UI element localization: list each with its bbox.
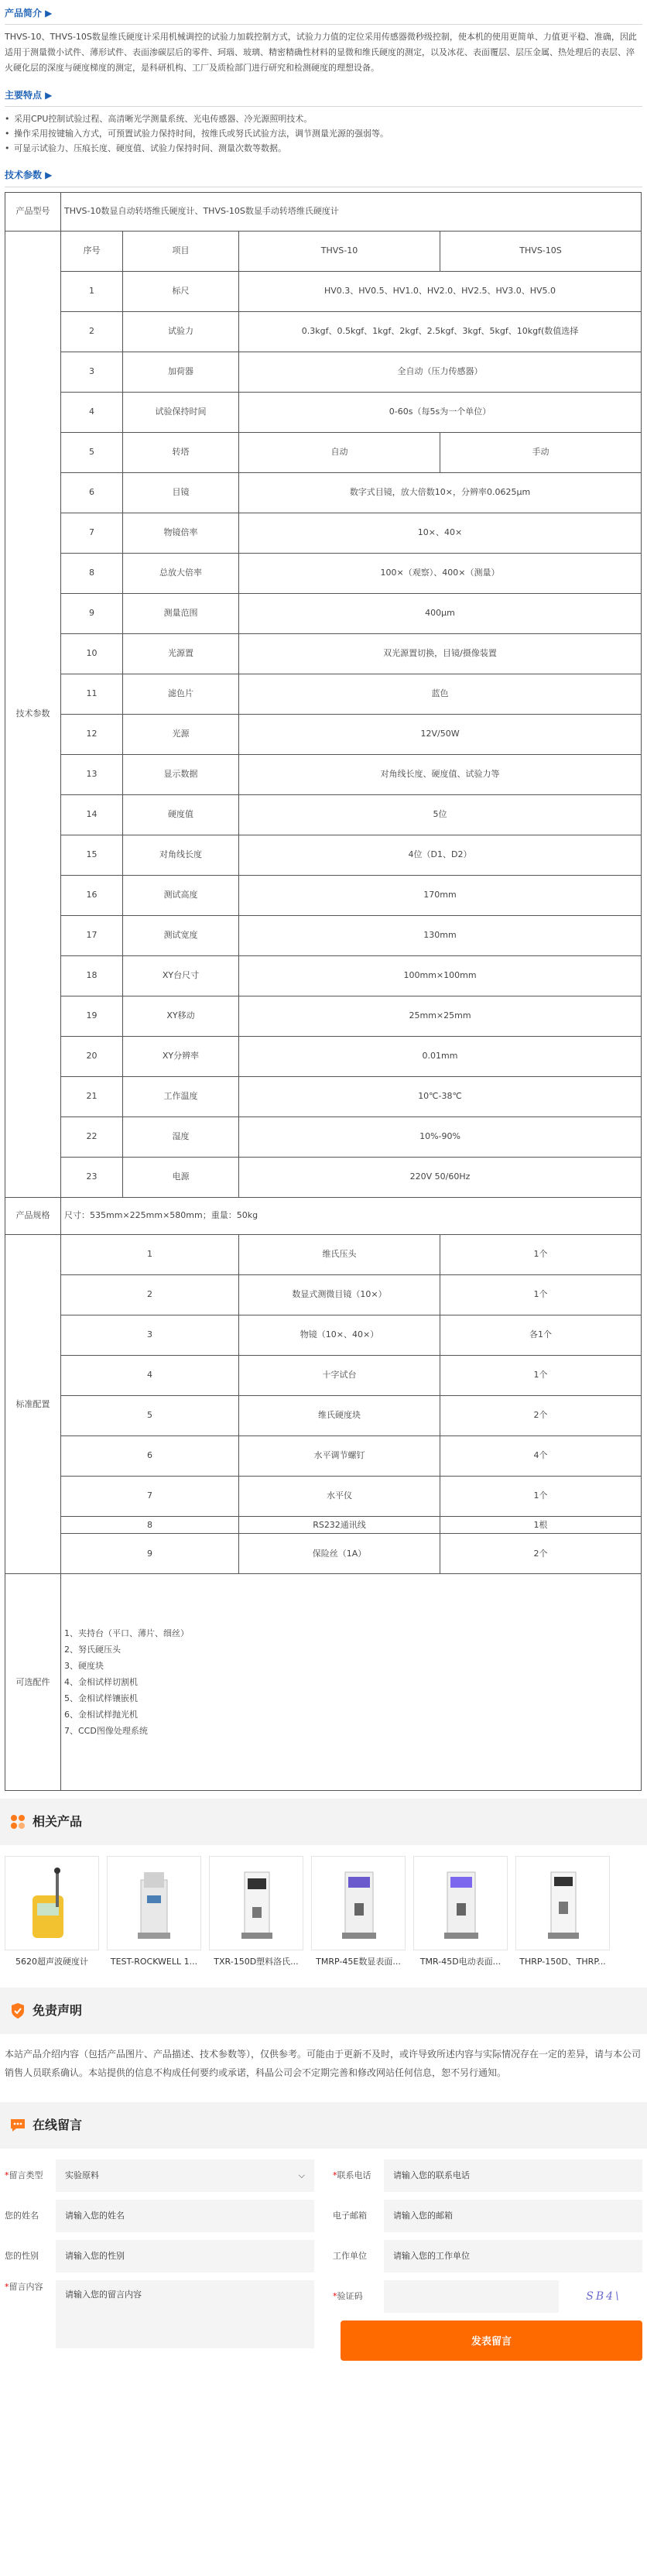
- spec-value: 220V 50/60Hz: [239, 1157, 642, 1197]
- spec-value-b: 手动: [440, 432, 642, 472]
- col-head-b: THVS-10S: [440, 231, 642, 271]
- spec-no: 16: [61, 875, 123, 915]
- spec-value: 100×（观察）、400×（测量）: [239, 553, 642, 593]
- captcha-image[interactable]: SB4\: [586, 2290, 621, 2303]
- spec-row: [5, 593, 642, 633]
- product-image[interactable]: [515, 1856, 610, 1950]
- product-image[interactable]: [413, 1856, 508, 1950]
- spec-item: 试验力: [123, 311, 239, 352]
- product-image[interactable]: [5, 1856, 99, 1950]
- spec-item: XY移动: [123, 996, 239, 1036]
- product-name[interactable]: TXR-150D塑料洛氏...: [214, 1957, 299, 1967]
- config-name: 维氏压头: [239, 1234, 440, 1274]
- spec-no: 19: [61, 996, 123, 1036]
- spec-row: [5, 352, 642, 392]
- feature-item: • 采用CPU控制试验过程、高清晰光学测量系统、光电传感器、冷光源照明技术。: [5, 111, 642, 126]
- config-row: [5, 1315, 642, 1355]
- spec-value: 400μm: [239, 593, 642, 633]
- tech-label: 技术参数: [5, 231, 61, 1197]
- form-input[interactable]: [384, 2159, 642, 2192]
- config-no: 7: [61, 1476, 239, 1516]
- config-row: [5, 1234, 642, 1274]
- spec-item: 滤色片: [123, 674, 239, 714]
- chevron-down-icon: ⌵: [298, 2170, 305, 2180]
- spec-item: 硬度值: [123, 794, 239, 835]
- spec-no: 17: [61, 915, 123, 955]
- message-form-bottom: [5, 2280, 642, 2361]
- config-name: RS232通讯线: [239, 1516, 440, 1534]
- spec-value: 130mm: [239, 915, 642, 955]
- form-row: [5, 2240, 314, 2272]
- spec-value: 双光源置切换，目镜/摄像装置: [239, 633, 642, 674]
- form-input[interactable]: [384, 2200, 642, 2232]
- spec-value-a: 自动: [239, 432, 440, 472]
- spec-no: 15: [61, 835, 123, 875]
- product-name[interactable]: TEST-ROCKWELL 1...: [110, 1957, 198, 1967]
- form-left-column: [5, 2159, 314, 2280]
- spec-item: 光源置: [123, 633, 239, 674]
- spec-item: 测试高度: [123, 875, 239, 915]
- disclaimer-text: 本站产品介绍内容（包括产品图片、产品描述、技术参数等），仅供参考。可能由于更新不及时，或许导致所述内容与实际情况存在一定的差异，请与本公司销售人员联系确认。本站提供的信息不构成任何要约或承诺，科晶公司会不定期完善和修改网站任何信息，恕不另行通知。: [5, 2048, 642, 2078]
- spec-no: 23: [61, 1157, 123, 1197]
- content-label: *留言内容: [5, 2281, 43, 2292]
- config-row: [5, 1435, 642, 1476]
- spec-value: 170mm: [239, 875, 642, 915]
- spec-item: 物镜倍率: [123, 513, 239, 553]
- spec-row: [5, 955, 642, 996]
- features-list: [5, 107, 642, 163]
- product-card[interactable]: [5, 1856, 99, 1969]
- message-form: [5, 2149, 642, 2280]
- col-head-a: THVS-10: [239, 231, 440, 271]
- size-label: 产品规格: [5, 1197, 61, 1234]
- config-row: [5, 1274, 642, 1315]
- optional-item: 1、夹持台（平口、薄片、细丝）: [64, 1628, 189, 1639]
- form-row: [333, 2200, 642, 2232]
- message-title: 在线留言: [33, 2117, 83, 2132]
- spec-row: [5, 915, 642, 955]
- spec-no: 12: [61, 714, 123, 754]
- spec-item: 转塔: [123, 432, 239, 472]
- col-head-no: 序号: [61, 231, 123, 271]
- spec-no: 9: [61, 593, 123, 633]
- form-row: [5, 2159, 314, 2192]
- spec-item: 显示数据: [123, 754, 239, 794]
- config-qty: 1个: [440, 1476, 642, 1516]
- message-heading: [0, 2102, 647, 2149]
- config-name: 保险丝（1A）: [239, 1534, 440, 1574]
- config-name: 水平调节螺钉: [239, 1435, 440, 1476]
- form-label: 您的性别: [5, 2250, 39, 2261]
- feature-item: • 操作采用按键输入方式，可预置试验力保持时间，按维氏或努氏试验方法，调节测量光源的强弱等。: [5, 126, 642, 141]
- spec-value: 10%-90%: [239, 1116, 642, 1157]
- form-label: *联系电话: [333, 2170, 371, 2180]
- spec-row: [5, 754, 642, 794]
- spec-row: [5, 513, 642, 553]
- spec-no: 3: [61, 352, 123, 392]
- related-heading: [0, 1799, 647, 1845]
- spec-value: 10×、40×: [239, 513, 642, 553]
- spec-row: [5, 392, 642, 432]
- submit-button[interactable]: 发表留言: [341, 2320, 642, 2361]
- optional-item: 5、金相试样镶嵌机: [64, 1693, 138, 1704]
- spec-item: 测试宽度: [123, 915, 239, 955]
- product-card[interactable]: [107, 1856, 201, 1969]
- config-qty: 1个: [440, 1234, 642, 1274]
- spec-value: 数字式目镜，放大倍数10×，分辨率0.0625μm: [239, 472, 642, 513]
- captcha-label: *验证码: [333, 2290, 363, 2301]
- spec-row: [5, 996, 642, 1036]
- optional-item: 6、金相试样抛光机: [64, 1710, 138, 1720]
- spec-no: 13: [61, 754, 123, 794]
- content-textarea[interactable]: [56, 2280, 314, 2348]
- spec-item: XY台尺寸: [123, 955, 239, 996]
- spec-no: 6: [61, 472, 123, 513]
- config-qty: 2个: [440, 1395, 642, 1435]
- spec-item: 测量范围: [123, 593, 239, 633]
- config-qty: 2个: [440, 1534, 642, 1574]
- spec-item: 对角线长度: [123, 835, 239, 875]
- spec-item: 工作温度: [123, 1076, 239, 1116]
- spec-value: 0.3kgf、0.5kgf、1kgf、2kgf、2.5kgf、3kgf、5kgf、10kgf(数值选择: [239, 311, 642, 352]
- content-column: [5, 2280, 314, 2361]
- spec-row: [5, 432, 642, 472]
- spec-value: 对角线长度、硬度值、试验力等: [239, 754, 642, 794]
- config-row: [5, 1395, 642, 1435]
- tech-heading: 技术参数 ▶: [5, 168, 642, 187]
- form-label: *留言类型: [5, 2170, 43, 2180]
- spec-value: 0.01mm: [239, 1036, 642, 1076]
- spec-no: 10: [61, 633, 123, 674]
- feature-item: • 可显示试验力、压痕长度、硬度值、试验力保持时间、测量次数等数据。: [5, 141, 642, 156]
- product-card[interactable]: [209, 1856, 303, 1969]
- spec-item: 目镜: [123, 472, 239, 513]
- optional-item: 4、金相试样切割机: [64, 1677, 138, 1688]
- spec-no: 4: [61, 392, 123, 432]
- spec-row: [5, 1036, 642, 1076]
- spec-value: 100mm×100mm: [239, 955, 642, 996]
- page: [0, 6, 647, 2361]
- spec-row: [5, 674, 642, 714]
- config-row: [5, 1534, 642, 1574]
- form-label: 您的姓名: [5, 2210, 39, 2221]
- spec-row: [5, 1157, 642, 1197]
- optional-item: 2、努氏硬压头: [64, 1645, 121, 1655]
- spec-row: [5, 553, 642, 593]
- spec-no: 5: [61, 432, 123, 472]
- spec-item: 总放大倍率: [123, 553, 239, 593]
- config-no: 8: [61, 1516, 239, 1534]
- captcha-column: [333, 2280, 642, 2361]
- related-title: 相关产品: [33, 1814, 83, 1830]
- product-name[interactable]: 5620超声波硬度计: [15, 1957, 88, 1967]
- config-no: 3: [61, 1315, 239, 1355]
- config-qty: 1个: [440, 1274, 642, 1315]
- spec-row: [5, 311, 642, 352]
- spec-no: 1: [61, 271, 123, 311]
- form-label: 工作单位: [333, 2250, 367, 2261]
- spec-no: 21: [61, 1076, 123, 1116]
- product-name[interactable]: TMRP-45E数显表面...: [316, 1957, 401, 1967]
- spec-value: 0-60s（每5s为一个单位）: [239, 392, 642, 432]
- spec-row: [5, 875, 642, 915]
- chat-icon: [9, 2117, 26, 2134]
- intro-text: THVS-10、THVS-10S数显维氏硬度计采用机械调控的试验力加载控制方式，试验力力值的定位采用传感器微秒级控制，使本机的使用更简单、力值更平稳、准确，因此适用于测量微小试件、薄形试件、表面渗碳层后的零件、珂瑙、玻璃、精密精确性材料的显微和维氏硬度的测定，以及冰花、表面覆层、层压金属、热处理后的表层、淬火硬化层的深度与硬度梯度的测定，是科研机构、工厂及质检部门进行研究和检测硬度的理想设备。: [5, 32, 637, 74]
- col-head-item: 项目: [123, 231, 239, 271]
- model-value: THVS-10数显自动转塔维氏硬度计、THVS-10S数显手动转塔维氏硬度计: [61, 192, 642, 231]
- config-row: [5, 1516, 642, 1534]
- config-qty: 1个: [440, 1355, 642, 1395]
- spec-value: 12V/50W: [239, 714, 642, 754]
- form-row: [333, 2159, 642, 2192]
- spec-row: [5, 472, 642, 513]
- optional-label: 可选配件: [5, 1574, 61, 1791]
- spec-no: 18: [61, 955, 123, 996]
- config-name: 维氏硬度块: [239, 1395, 440, 1435]
- product-card[interactable]: [413, 1856, 508, 1969]
- config-name: 数显式测微目镜（10×）: [239, 1274, 440, 1315]
- spec-no: 8: [61, 553, 123, 593]
- config-label: 标准配置: [5, 1234, 61, 1574]
- product-image[interactable]: [107, 1856, 201, 1950]
- spec-value: 蓝色: [239, 674, 642, 714]
- optional-item: 7、CCD图像处理系统: [64, 1726, 148, 1737]
- config-name: 物镜（10×、40×）: [239, 1315, 440, 1355]
- shield-icon: [9, 2002, 26, 2019]
- spec-no: 14: [61, 794, 123, 835]
- config-qty: 4个: [440, 1435, 642, 1476]
- form-label: 电子邮箱: [333, 2210, 367, 2221]
- form-row: [5, 2200, 314, 2232]
- form-row: [333, 2240, 642, 2272]
- config-name: 水平仪: [239, 1476, 440, 1516]
- size-value: 尺寸：535mm×225mm×580mm；重量：50kg: [61, 1197, 642, 1234]
- spec-value: 10℃-38℃: [239, 1076, 642, 1116]
- spec-no: 11: [61, 674, 123, 714]
- spec-value: 4位（D1、D2）: [239, 835, 642, 875]
- config-row: [5, 1355, 642, 1395]
- spec-row: [5, 1116, 642, 1157]
- spec-value: 5位: [239, 794, 642, 835]
- spec-item: 电源: [123, 1157, 239, 1197]
- spec-row: [5, 714, 642, 754]
- config-row: [5, 1476, 642, 1516]
- spec-item: XY分辨率: [123, 1036, 239, 1076]
- product-name[interactable]: TMR-45D电动表面...: [419, 1957, 502, 1967]
- config-no: 4: [61, 1355, 239, 1395]
- product-name[interactable]: THRP-150D、THRP...: [519, 1957, 606, 1967]
- form-input[interactable]: [56, 2240, 314, 2272]
- spec-value: HV0.3、HV0.5、HV1.0、HV2.0、HV2.5、HV3.0、HV5.0: [239, 271, 642, 311]
- spec-value: 25mm×25mm: [239, 996, 642, 1036]
- product-card[interactable]: [515, 1856, 610, 1969]
- form-input[interactable]: [384, 2240, 642, 2272]
- spec-item: 光源: [123, 714, 239, 754]
- spec-item: 加荷器: [123, 352, 239, 392]
- message-type-select[interactable]: 实验原料 ⌵: [56, 2159, 314, 2192]
- optional-list: [61, 1574, 642, 1791]
- optional-item: 3、硬度块: [64, 1661, 104, 1672]
- config-no: 2: [61, 1274, 239, 1315]
- form-right-column: [333, 2159, 642, 2280]
- config-no: 1: [61, 1234, 239, 1274]
- spec-row: [5, 271, 642, 311]
- config-no: 5: [61, 1395, 239, 1435]
- config-name: 十字试台: [239, 1355, 440, 1395]
- disclaimer-title: 免责声明: [33, 2002, 83, 2018]
- spec-row: [5, 794, 642, 835]
- product-card[interactable]: [311, 1856, 406, 1969]
- product-image[interactable]: [311, 1856, 406, 1950]
- spec-table: [5, 192, 642, 1792]
- config-qty: 各1个: [440, 1315, 642, 1355]
- spec-item: 标尺: [123, 271, 239, 311]
- spec-no: 20: [61, 1036, 123, 1076]
- spec-row: [5, 835, 642, 875]
- spec-row: [5, 1076, 642, 1116]
- config-no: 6: [61, 1435, 239, 1476]
- features-heading: 主要特点 ▶: [5, 88, 642, 107]
- spec-row: [5, 633, 642, 674]
- grid-icon: [9, 1813, 26, 1830]
- disclaimer-heading: [0, 1988, 647, 2034]
- product-image[interactable]: [209, 1856, 303, 1950]
- related-products: [5, 1845, 642, 1980]
- spec-item: 湿度: [123, 1116, 239, 1157]
- form-input[interactable]: [56, 2200, 314, 2232]
- config-no: 9: [61, 1534, 239, 1574]
- model-label: 产品型号: [5, 192, 61, 231]
- spec-no: 7: [61, 513, 123, 553]
- intro-heading: 产品简介 ▶: [5, 6, 642, 25]
- spec-item: 试验保持时间: [123, 392, 239, 432]
- captcha-input[interactable]: [384, 2280, 559, 2313]
- spec-no: 22: [61, 1116, 123, 1157]
- spec-no: 2: [61, 311, 123, 352]
- spec-value: 全自动（压力传感器）: [239, 352, 642, 392]
- config-qty: 1根: [440, 1516, 642, 1534]
